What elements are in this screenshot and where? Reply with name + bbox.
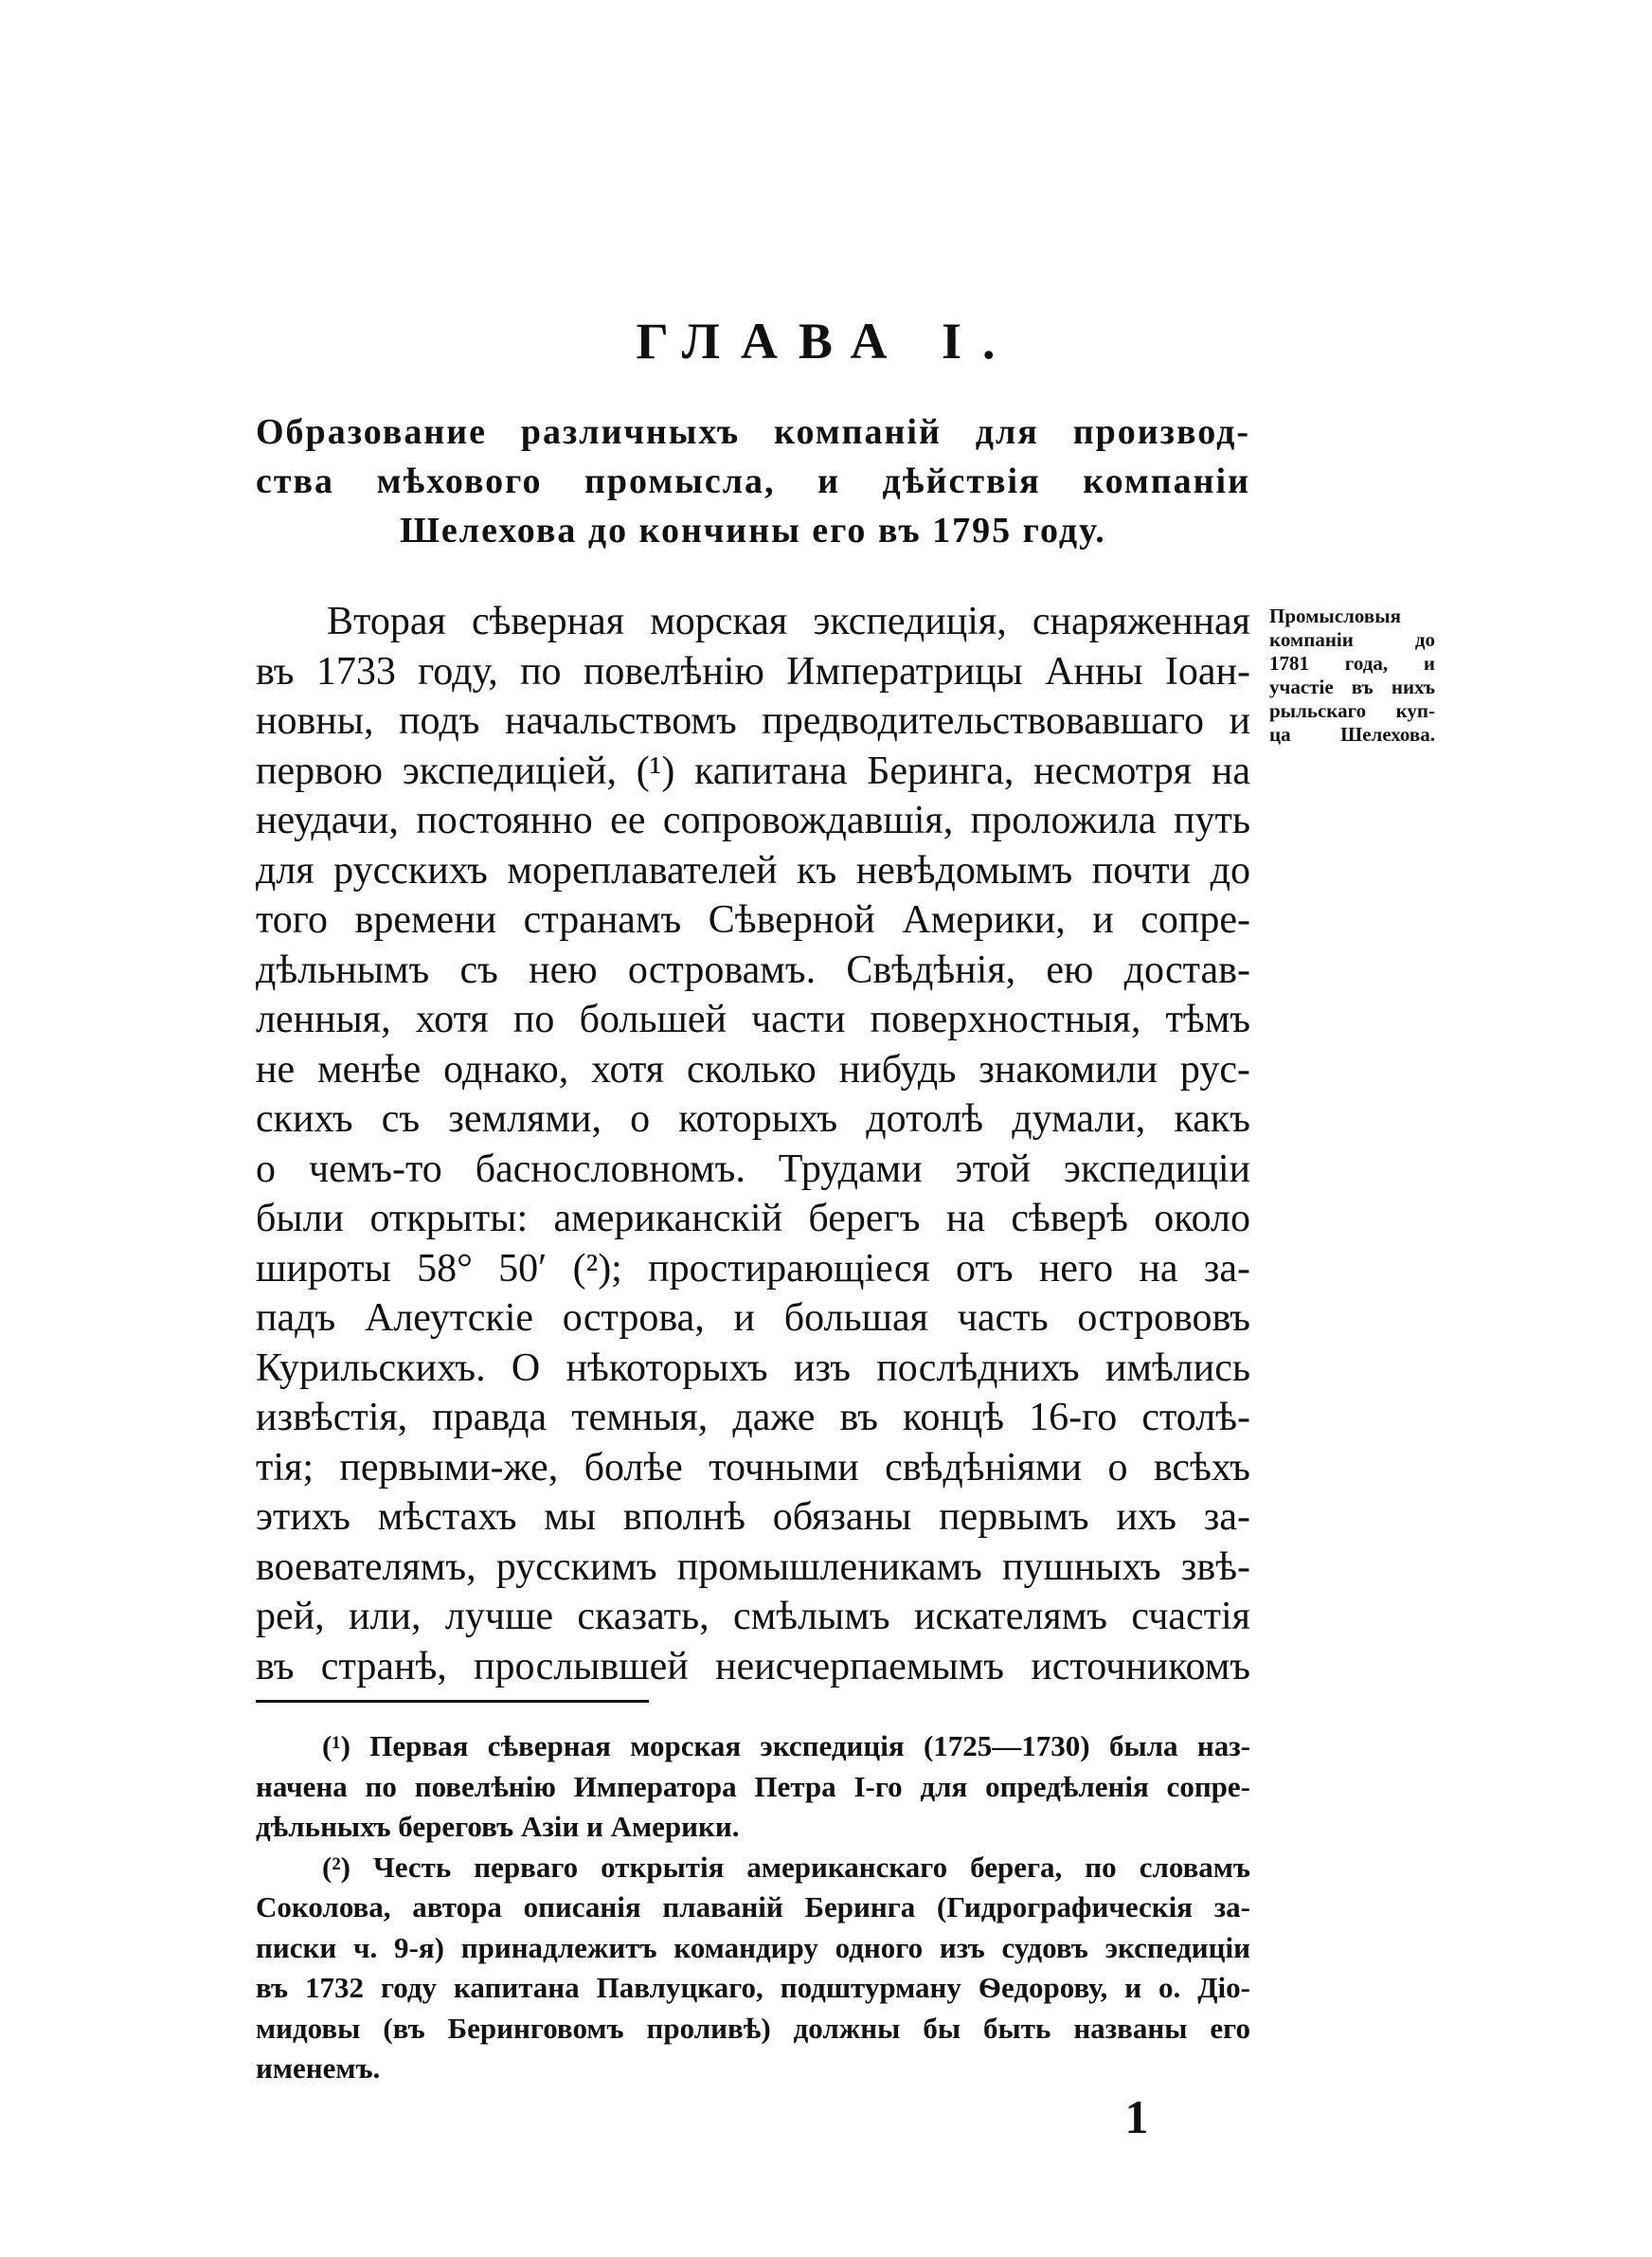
margin-note-line: компаніи до [1269,628,1435,651]
body-line: этихъ мѣстахъ мы вполнѣ обязаны первымъ ихъ за- [256,1495,1250,1539]
footnote-line: именемъ. [256,2051,381,2085]
body-line: новны, подъ начальствомъ предводительствовавшаго и [256,699,1250,743]
body-line: о чемъ-то баснословномъ. Трудами этой экспедиціи [256,1147,1250,1191]
margin-note-line: 1781 года, и [1269,652,1435,675]
chapter-title: ГЛАВА I. [636,313,1016,370]
body-paragraph [256,597,1250,1691]
subtitle-line: Шелехова до кончины его въ 1795 году. [400,511,1106,551]
footnote-line: писки ч. 9-я) принадлежитъ командиру одного изъ судовъ экспедиціи [256,1930,1250,1964]
body-line: воевателямъ, русскимъ промышленикамъ пушныхъ звѣ- [256,1544,1250,1589]
body-line: въ 1733 году, по повелѣнію Императрицы Анны Іоан- [256,649,1250,694]
footnote-line: мидовы (въ Беринговомъ проливѣ) должны бы быть названы его [256,2011,1250,2045]
margin-note-line: участіе въ нихъ [1269,676,1435,698]
footnote-line: начена по повелѣнію Императора Петра І-го для опредѣленія сопре- [256,1769,1250,1803]
subtitle-line: ства мѣхового промысла, и дѣйствія компаніи [256,461,1250,501]
body-line: были открыты: американскій берегъ на сѣверѣ около [256,1197,1250,1240]
body-line: неудачи, постоянно ее сопровождавшія, проложила путь [256,799,1250,842]
footnote-line: дѣльныхъ береговъ Азіи и Америки. [256,1810,740,1843]
body-line: рей, или, лучше сказать, смѣлымъ искателямъ счастія [256,1595,1250,1638]
body-line: не менѣе однако, хотя сколько нибудь знакомили рус- [256,1047,1250,1092]
chapter-subtitle [256,407,1250,555]
margin-note-line: ца Шелехова. [1269,723,1435,746]
body-line: падъ Алеутскіе острова, и большая часть острововъ [256,1296,1250,1340]
footnote-line: (¹) Первая сѣверная морская экспедиція (1725—1730) была наз- [322,1729,1250,1762]
subtitle-line: Образование различныхъ компаній для производ- [256,412,1250,452]
margin-note [1269,605,1435,747]
body-line: дѣльнымъ съ нею островамъ. Свѣдѣнія, ею достав- [256,948,1250,992]
body-line: извѣстія, правда темныя, даже въ концѣ 16-го столѣ- [256,1396,1250,1439]
body-line: въ странѣ, прослывшей неисчерпаемымъ источникомъ [256,1644,1250,1688]
page-number: 1 [1124,2090,1149,2143]
body-line: тія; первыми-же, болѣе точными свѣдѣніями о всѣхъ [256,1445,1250,1490]
margin-note-line: рыльскаго куп- [1269,699,1435,722]
body-line: первою экспедиціей, (¹) капитана Беринга, несмотря на [256,749,1250,793]
body-line: ленныя, хотя по большей части поверхностныя, тѣмъ [256,998,1250,1041]
footnote-line: (²) Честь перваго открытія американскаго берега, по словамъ [322,1850,1250,1884]
footnote-line: въ 1732 году капитана Павлуцкаго, подштурману Ѳедорову, и о. Діо- [256,1971,1250,2004]
body-line: Вторая сѣверная морская экспедиція, снаряженная [327,600,1250,643]
footnote-line: Соколова, автора описанія плаваній Беринга (Гидрографическія за- [256,1890,1250,1923]
footnotes [256,1726,1250,2089]
margin-note-line: Промысловыя [1269,605,1401,627]
body-line: широты 58° 50′ (²); простирающіеся отъ него на за- [256,1246,1250,1291]
body-line: того времени странамъ Сѣверной Америки, и сопре- [256,898,1250,942]
body-line: скихъ съ землями, о которыхъ дотолѣ думали, какъ [256,1097,1250,1141]
body-line: Курильскихъ. О нѣкоторыхъ изъ послѣднихъ имѣлись [256,1345,1250,1390]
footnote-divider [256,1700,649,1703]
body-line: для русскихъ мореплавателей къ невѣдомымъ почти до [256,848,1250,893]
